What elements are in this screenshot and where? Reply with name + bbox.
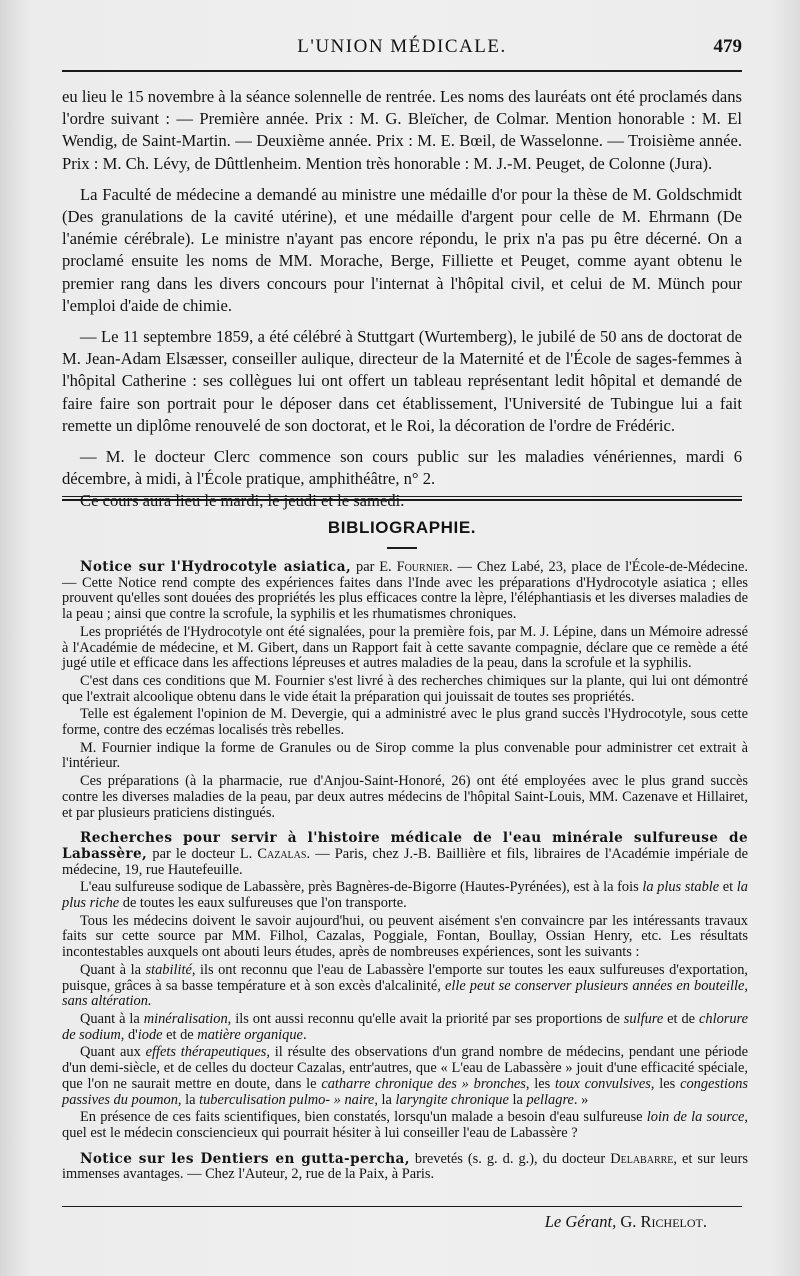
paragraph: L'eau sulfureuse sodique de Labassère, près Bagnères-de-Bigorre (Hautes-Pyrénées), est à la fois la plus stable et la plus riche de toutes les eaux sulfureuses que l'on transporte. — [62, 879, 748, 912]
section-rule-bottom — [62, 499, 742, 501]
paragraph-faculte: La Faculté de médecine a demandé au ministre une médaille d'or pour la thèse de M. Goldschmidt (Des granulations de la cavité utérine), et une médaille d'argent pour celle de M. Ehrmann (De l'anémie cérébrale). Le ministre n'ayant pas encore répondu, le prix n'a pas pu être décerné. On a proclamé ensuite les noms de MM. Morache, Berge, Filliette et Peuget, comme ayant obtenu le premier rang dans les divers concours pour l'internat à l'hôpital civil, et celui de M. Münch pour l'emploi d'aide de chimie. — [62, 184, 742, 315]
entry-heading: Recherches pour servir à l'histoire médicale de l'eau minérale sulfureuse de Labassère, — [62, 830, 748, 862]
entry-labassere: Recherches pour servir à l'histoire médicale de l'eau minérale sulfureuse de Labassère, par le docteur L. Cazalas. — Paris, chez J.-B. Baillière et fils, libraires de l'Académie impériale de médecine, 19, rue Hautefeuille. — [62, 830, 748, 878]
signature-name: G. Richelot. — [620, 1212, 707, 1231]
paragraph: Les propriétés de l'Hydrocotyle ont été signalées, pour la première fois, par M. J. Lépine, dans un Mémoire adressé à l'Académie de médecine, et M. Gibert, dans un Rapport fait à cette savante compagnie, déclare que ce remède a été jugé utile et efficace dans les affections lépreuses et autres maladies de la peau, dans la scrofule et la syphilis. — [62, 623, 748, 672]
paragraph: Telle est également l'opinion de M. Devergie, qui a administré avec le plus grand succès l'Hydrocotyle, sous cette forme, contre des eczémas localisés très rebelles. — [62, 706, 748, 739]
entry-author: Fournier. — [396, 559, 453, 575]
paragraph: Tous les médecins doivent le savoir aujourd'hui, ou peuvent aisément s'en convaincre par les intéressants travaux faits sur cette source par MM. Filhol, Cazalas, Poggiale, Fontan, Boullay, Ossian Henry, etc. Les résultats incontestables auxquels ont abouti leurs études, après de nombreuses expériences, sont les suivants : — [62, 912, 748, 961]
paragraph: M. Fournier indique la forme de Granules ou de Sirop comme la plus convenable pour administrer cet extrait à l'intérieur. — [62, 739, 748, 772]
bibliographie-heading: BIBLIOGRAPHIE. — [327, 518, 477, 537]
paragraph: Ces préparations (à la pharmacie, rue d'Anjou-Saint-Honoré, 26) ont été employées avec le plus grand succès contre les diverses maladies de la peau, par deux autres médecins de l'hôpital Saint-Louis, MM. Cazenave et Hillairet, et par plusieurs praticiens distingués. — [62, 773, 748, 821]
entry-dentiers: Notice sur les Dentiers en gutta-percha, brevetés (s. g. d. g.), du docteur Delabarre, et sur leurs immenses avantages. — Chez l'Auteur, 2, rue de la Paix, à Paris. — [62, 1150, 748, 1183]
entry-heading: Notice sur l'Hydrocotyle asiatica, — [80, 559, 352, 575]
footer-rule — [62, 1206, 742, 1207]
paragraph: Quant à la stabilité, ils ont reconnu que l'eau de Labassère l'emporte sur toutes les eaux sulfureuses d'exportation, puisque, grâces à sa basse température et à son excès d'alcalinité, elle peut se conserver plusieurs années en bouteille, sans altération. — [62, 961, 748, 1010]
bibliographie-section — [62, 554, 748, 1185]
paragraph-cours-horaire — [62, 490, 742, 512]
paragraph: C'est dans ces conditions que M. Fournier s'est livré à des recherches chimiques sur la plante, qui lui ont démontré que l'extrait alcoolique obtenu dans le vide était la préparation qui jouissait de toutes ses propriétés. — [62, 672, 748, 705]
signature — [62, 1212, 707, 1232]
entry-author: Cazalas. — [257, 845, 311, 862]
paragraph: Quant aux effets thérapeutiques, il résulte des observations d'un grand nombre de médecins, pendant une période d'un demi-siècle, et de celles du docteur Cazalas, entr'autres, que « L'eau de Labassère » jouit d'une efficacité spéciale, que l'on ne saurait mettre en doute, dans le catharre chronique des » bronches, les toux convulsives, les congestions passives du poumon, la tuberculisation pulmo- » naire, la laryngite chronique la pellagre. » — [62, 1044, 749, 1108]
paragraph-cours-clerc: — M. le docteur Clerc commence son cours public sur les maladies vénériennes, mardi 6 décembre, à midi, à l'École pratique, amphithéâtre, n° 2. — [62, 447, 742, 489]
news-section — [62, 86, 742, 522]
signature-label: Le Gérant, — [544, 1212, 617, 1231]
entry-hydrocotyle: Notice sur l'Hydrocotyle asiatica, par E. Fournier. — Chez Labé, 23, place de l'École-de-Médecine. — Cette Notice rend compte des expériences faites dans l'Inde avec les préparations d'Hydrocotyle asiatica ; elles prouvent qu'elles sont douées des propriétés les plus efficaces contre la lèpre, l'éléphantiasis et les diverses maladies de la peau ; ainsi que contre la scrofule, la syphilis et les rhumatismes chroniques. — [62, 559, 748, 623]
journal-title: L'UNION MÉDICALE. — [297, 36, 507, 57]
section-rule-top — [62, 496, 742, 497]
entry-author: Delabarre, — [610, 1150, 677, 1167]
paragraph-laureats: eu lieu le 15 novembre à la séance solennelle de rentrée. Les noms des lauréats ont été proclamés dans l'ordre suivant : — Première année. Prix : M. G. Bleïcher, de Colmar. Mention honorable : M. El Wendig, de Saint-Martin. — Deuxième année. Prix : M. E. Bœil, de Wasselonne. — Troisième année. Prix : M. Ch. Lévy, de Dûttlenheim. Mention très honorable : M. J.-M. Peuget, de Colonne (Jura). — [62, 87, 742, 173]
page-number: 479 — [713, 36, 742, 57]
heading-dash — [387, 547, 417, 549]
paragraph-jubile: — Le 11 septembre 1859, a été célébré à Stuttgart (Wurtemberg), le jubilé de 50 ans de doctorat de M. Jean-Adam Elsæsser, conseiller aulique, directeur de la Maternité et de l'École de sages-femmes à l'hôpital Catherine : ses collègues lui ont offert un tableau représentant ledit hôpital et demandé de faire faire son portrait pour le déposer dans cet établissement, l'Université de Tubingue lui a fait remette un diplôme renouvelé de son doctorat, et le Roi, la décoration de l'ordre de Frédéric. — [62, 327, 742, 435]
paragraph: En présence de ces faits scientifiques, bien constatés, lorsqu'un malade a besoin d'eau sulfureuse loin de la source, quel est le médecin consciencieux qui pourrait hésiter à lui conseiller l'eau de Labassère ? — [62, 1109, 748, 1141]
entry-heading: Notice sur les Dentiers en gutta-percha, — [80, 1150, 410, 1167]
paragraph: Quant à la minéralisation, ils ont aussi reconnu qu'elle avait la priorité par ses proportions de sulfure et de chlorure de sodium, d'iode et de matière organique. — [62, 1010, 749, 1043]
header-rule — [62, 70, 742, 72]
page-header — [62, 34, 742, 64]
